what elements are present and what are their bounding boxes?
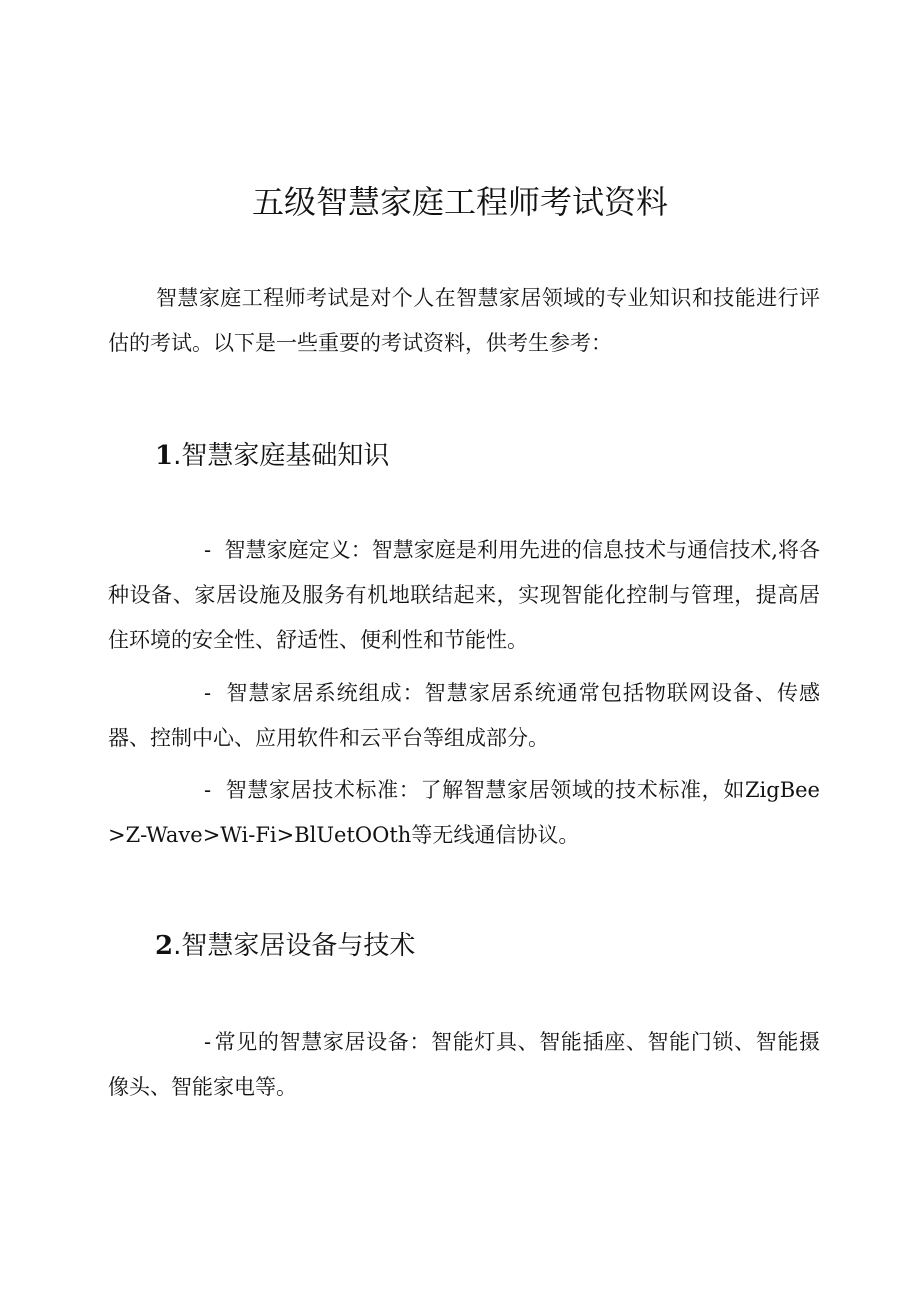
list-item-text: 智慧家居系统组成：智慧家居系统通常包括物联网设备、传感器、控制中心、应用软件和云平台等组成部分。 (108, 681, 820, 750)
section-2-heading (155, 928, 415, 964)
list-item-text: 智慧家居技术标准：了解智慧家居领域的技术标准，如ZigBee>Z-Wave>Wi-Fi>BlUetOOth等无线通信协议。 (108, 778, 820, 847)
list-item (108, 528, 820, 663)
list-item-dash: - (204, 1030, 212, 1054)
intro-paragraph (108, 276, 820, 366)
list-item-dash: - (204, 538, 212, 562)
section-1-number: 1 (155, 441, 174, 471)
list-item-text: 常见的智慧家居设备：智能灯具、智能插座、智能门锁、智能摄像头、智能家电等。 (108, 1030, 820, 1099)
list-item (108, 671, 820, 761)
section-1-title: .智慧家庭基础知识 (173, 441, 390, 471)
section-2-title: .智慧家居设备与技术 (173, 931, 416, 961)
document-title: 五级智慧家庭工程师考试资料 (251, 183, 668, 221)
section-1-heading (155, 438, 389, 474)
list-item (108, 768, 820, 858)
list-item-dash: - (204, 681, 212, 705)
section-2-number: 2 (155, 931, 174, 961)
intro-text: 智慧家庭工程师考试是对个人在智慧家居领域的专业知识和技能进行评估的考试。以下是一些重要的考试资料，供考生参考： (108, 286, 820, 355)
list-item-dash: - (204, 778, 212, 802)
list-item-text: 智慧家庭定义：智慧家庭是利用先进的信息技术与通信技术,将各种设备、家居设施及服务有机地联结起来，实现智能化控制与管理，提高居住环境的安全性、舒适性、便利性和节能性。 (108, 538, 820, 652)
list-item (108, 1020, 820, 1110)
